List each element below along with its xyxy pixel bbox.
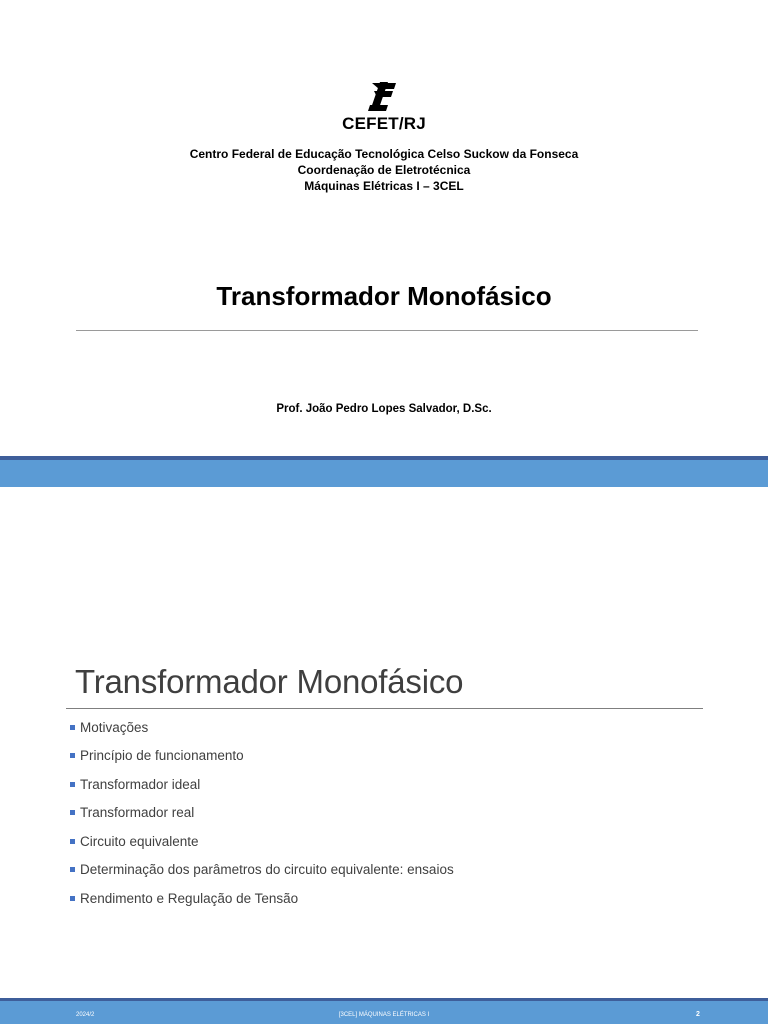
slide-footer bbox=[0, 1001, 768, 1024]
agenda-item-label: Transformador real bbox=[80, 805, 195, 821]
agenda-item bbox=[70, 713, 454, 742]
square-bullet-icon bbox=[70, 839, 75, 844]
footer-course: [3CEL] MÁQUINAS ELÉTRICAS I bbox=[338, 1012, 430, 1018]
cefet-logo-icon bbox=[322, 74, 446, 114]
agenda-item bbox=[70, 884, 454, 913]
agenda-item-label: Circuito equivalente bbox=[80, 833, 199, 849]
square-bullet-icon bbox=[70, 725, 75, 730]
square-bullet-icon bbox=[70, 753, 75, 758]
agenda-item bbox=[70, 827, 454, 856]
course-name: Máquinas Elétricas I – 3CEL bbox=[304, 179, 464, 193]
square-bullet-icon bbox=[70, 782, 75, 787]
agenda-item bbox=[70, 742, 454, 771]
agenda-item-label: Determinação dos parâmetros do circuito equivalente: ensaios bbox=[80, 862, 454, 878]
title-slide bbox=[0, 0, 768, 456]
institution-name: Centro Federal de Educação Tecnológica Celso Suckow da Fonseca bbox=[189, 147, 579, 161]
agenda-item bbox=[70, 770, 454, 799]
agenda-item-label: Rendimento e Regulação de Tensão bbox=[80, 890, 299, 906]
square-bullet-icon bbox=[70, 896, 75, 901]
coordination-name: Coordenação de Eletrotécnica bbox=[297, 163, 471, 177]
agenda-title-divider bbox=[66, 708, 703, 709]
title-divider bbox=[76, 330, 698, 331]
agenda-item-label: Princípio de funcionamento bbox=[80, 748, 244, 764]
agenda-item-label: Transformador ideal bbox=[80, 776, 201, 792]
agenda-title: Transformador Monofásico bbox=[75, 663, 464, 700]
agenda-item bbox=[70, 799, 454, 828]
cefet-logo bbox=[322, 74, 446, 144]
slide-title: Transformador Monofásico bbox=[216, 281, 552, 311]
institution-block bbox=[0, 146, 768, 194]
slide-separator-band bbox=[0, 460, 768, 487]
square-bullet-icon bbox=[70, 810, 75, 815]
footer-date: 2024/2 bbox=[76, 1012, 95, 1018]
page-number: 2 bbox=[696, 1011, 700, 1018]
agenda-slide bbox=[0, 487, 768, 1024]
logo-text: CEFET/RJ bbox=[342, 114, 426, 133]
author-name: Prof. João Pedro Lopes Salvador, D.Sc. bbox=[276, 403, 492, 415]
agenda-item-label: Motivações bbox=[80, 719, 149, 735]
agenda-item bbox=[70, 856, 454, 885]
agenda-list bbox=[70, 713, 454, 913]
square-bullet-icon bbox=[70, 867, 75, 872]
